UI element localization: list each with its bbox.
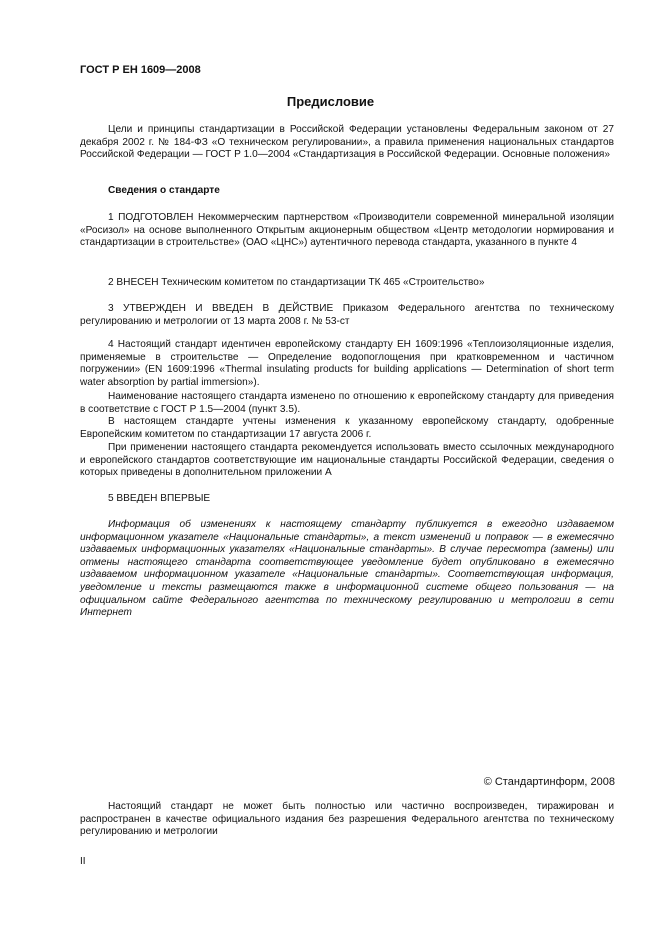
changes-info-paragraph: Информация об изменениях к настоящему стандарту публикуется в ежегодно издаваемом информационном указателе «Национальные стандарты», а текст изменений и поправок — в ежемесячно издаваемых информационных указателях «Национальные стандарты». В случае пересмотра (замены) или отмены настоящего стандарта соответствующее уведомление будет опубликовано в ежемесячно издаваемом информационном указателе «Национальные стандарты». Соответствующая информация, уведомление и тексты размещаются также в информационной системе общего пользования — на официальном сайте Федерального агентства по техническому регулированию и метрологии в сети Интернет [80, 519, 614, 619]
item-1-paragraph: 1 ПОДГОТОВЛЕН Некоммерческим партнерством «Производители современной минеральной изоляции «Росизол» на основе выполненного Открытым акционерным обществом «Центр методологии нормирования и стандартизации в строительстве» (ОАО «ЦНС») аутентичного перевода стандарта, указанного в пункте 4 [80, 212, 614, 249]
document-header: ГОСТ Р ЕН 1609—2008 [80, 64, 201, 76]
page-title: Предисловие [286, 94, 375, 109]
intro-paragraph: Цели и принципы стандартизации в Российской Федерации установлены Федеральным законом от 27 декабря 2002 г. № 184-ФЗ «О техническом регулировании», а правила применения национальных стандартов Российской Федерации — ГОСТ Р 1.0—2004 «Стандартизация в Российской Федерации. Основные положения» [80, 124, 614, 161]
item-3-paragraph: 3 УТВЕРЖДЕН И ВВЕДЕН В ДЕЙСТВИЕ Приказом Федерального агентства по техническому регулированию и метрологии от 13 марта 2008 г. № 53-ст [80, 303, 614, 327]
item-2-paragraph: 2 ВНЕСЕН Техническим комитетом по стандартизации ТК 465 «Строительство» [108, 277, 485, 288]
item-5-paragraph: 5 ВВЕДЕН ВПЕРВЫЕ [108, 493, 211, 504]
item-4-changes-note: В настоящем стандарте учтены изменения к указанному европейскому стандарту, одобренные Европейским комитетом по стандартизации 17 августа 2006 г. [80, 416, 614, 440]
section-subtitle: Сведения о стандарте [108, 185, 220, 196]
page-number: II [80, 856, 86, 867]
item-4-paragraph: 4 Настоящий стандарт идентичен европейскому стандарту ЕН 1609:1996 «Теплоизоляционные изделия, применяемые в строительстве — Определение водопоглощения при кратковременном и частичном погружении» (EN 1609:1996 «Thermal insulating products for building applications — Determination of short term water absorption by partial immersion»). [80, 339, 614, 388]
copyright-notice: © Стандартинформ, 2008 [483, 776, 615, 788]
reproduction-notice: Настоящий стандарт не может быть полностью или частично воспроизведен, тиражирован и распространен в качестве официального издания без разрешения Федерального агентства по техническому регулированию и метрологии [80, 801, 614, 838]
item-4-references-note: При применении настоящего стандарта рекомендуется использовать вместо ссылочных международного и европейского стандартов соответствующие им национальные стандарты Российской Федерации, сведения о которых приведены в дополнительном приложении А [80, 442, 614, 479]
item-4-name-note: Наименование настоящего стандарта изменено по отношению к европейскому стандарту для приведения в соответствие с ГОСТ Р 1.5—2004 (пункт 3.5). [80, 391, 614, 415]
